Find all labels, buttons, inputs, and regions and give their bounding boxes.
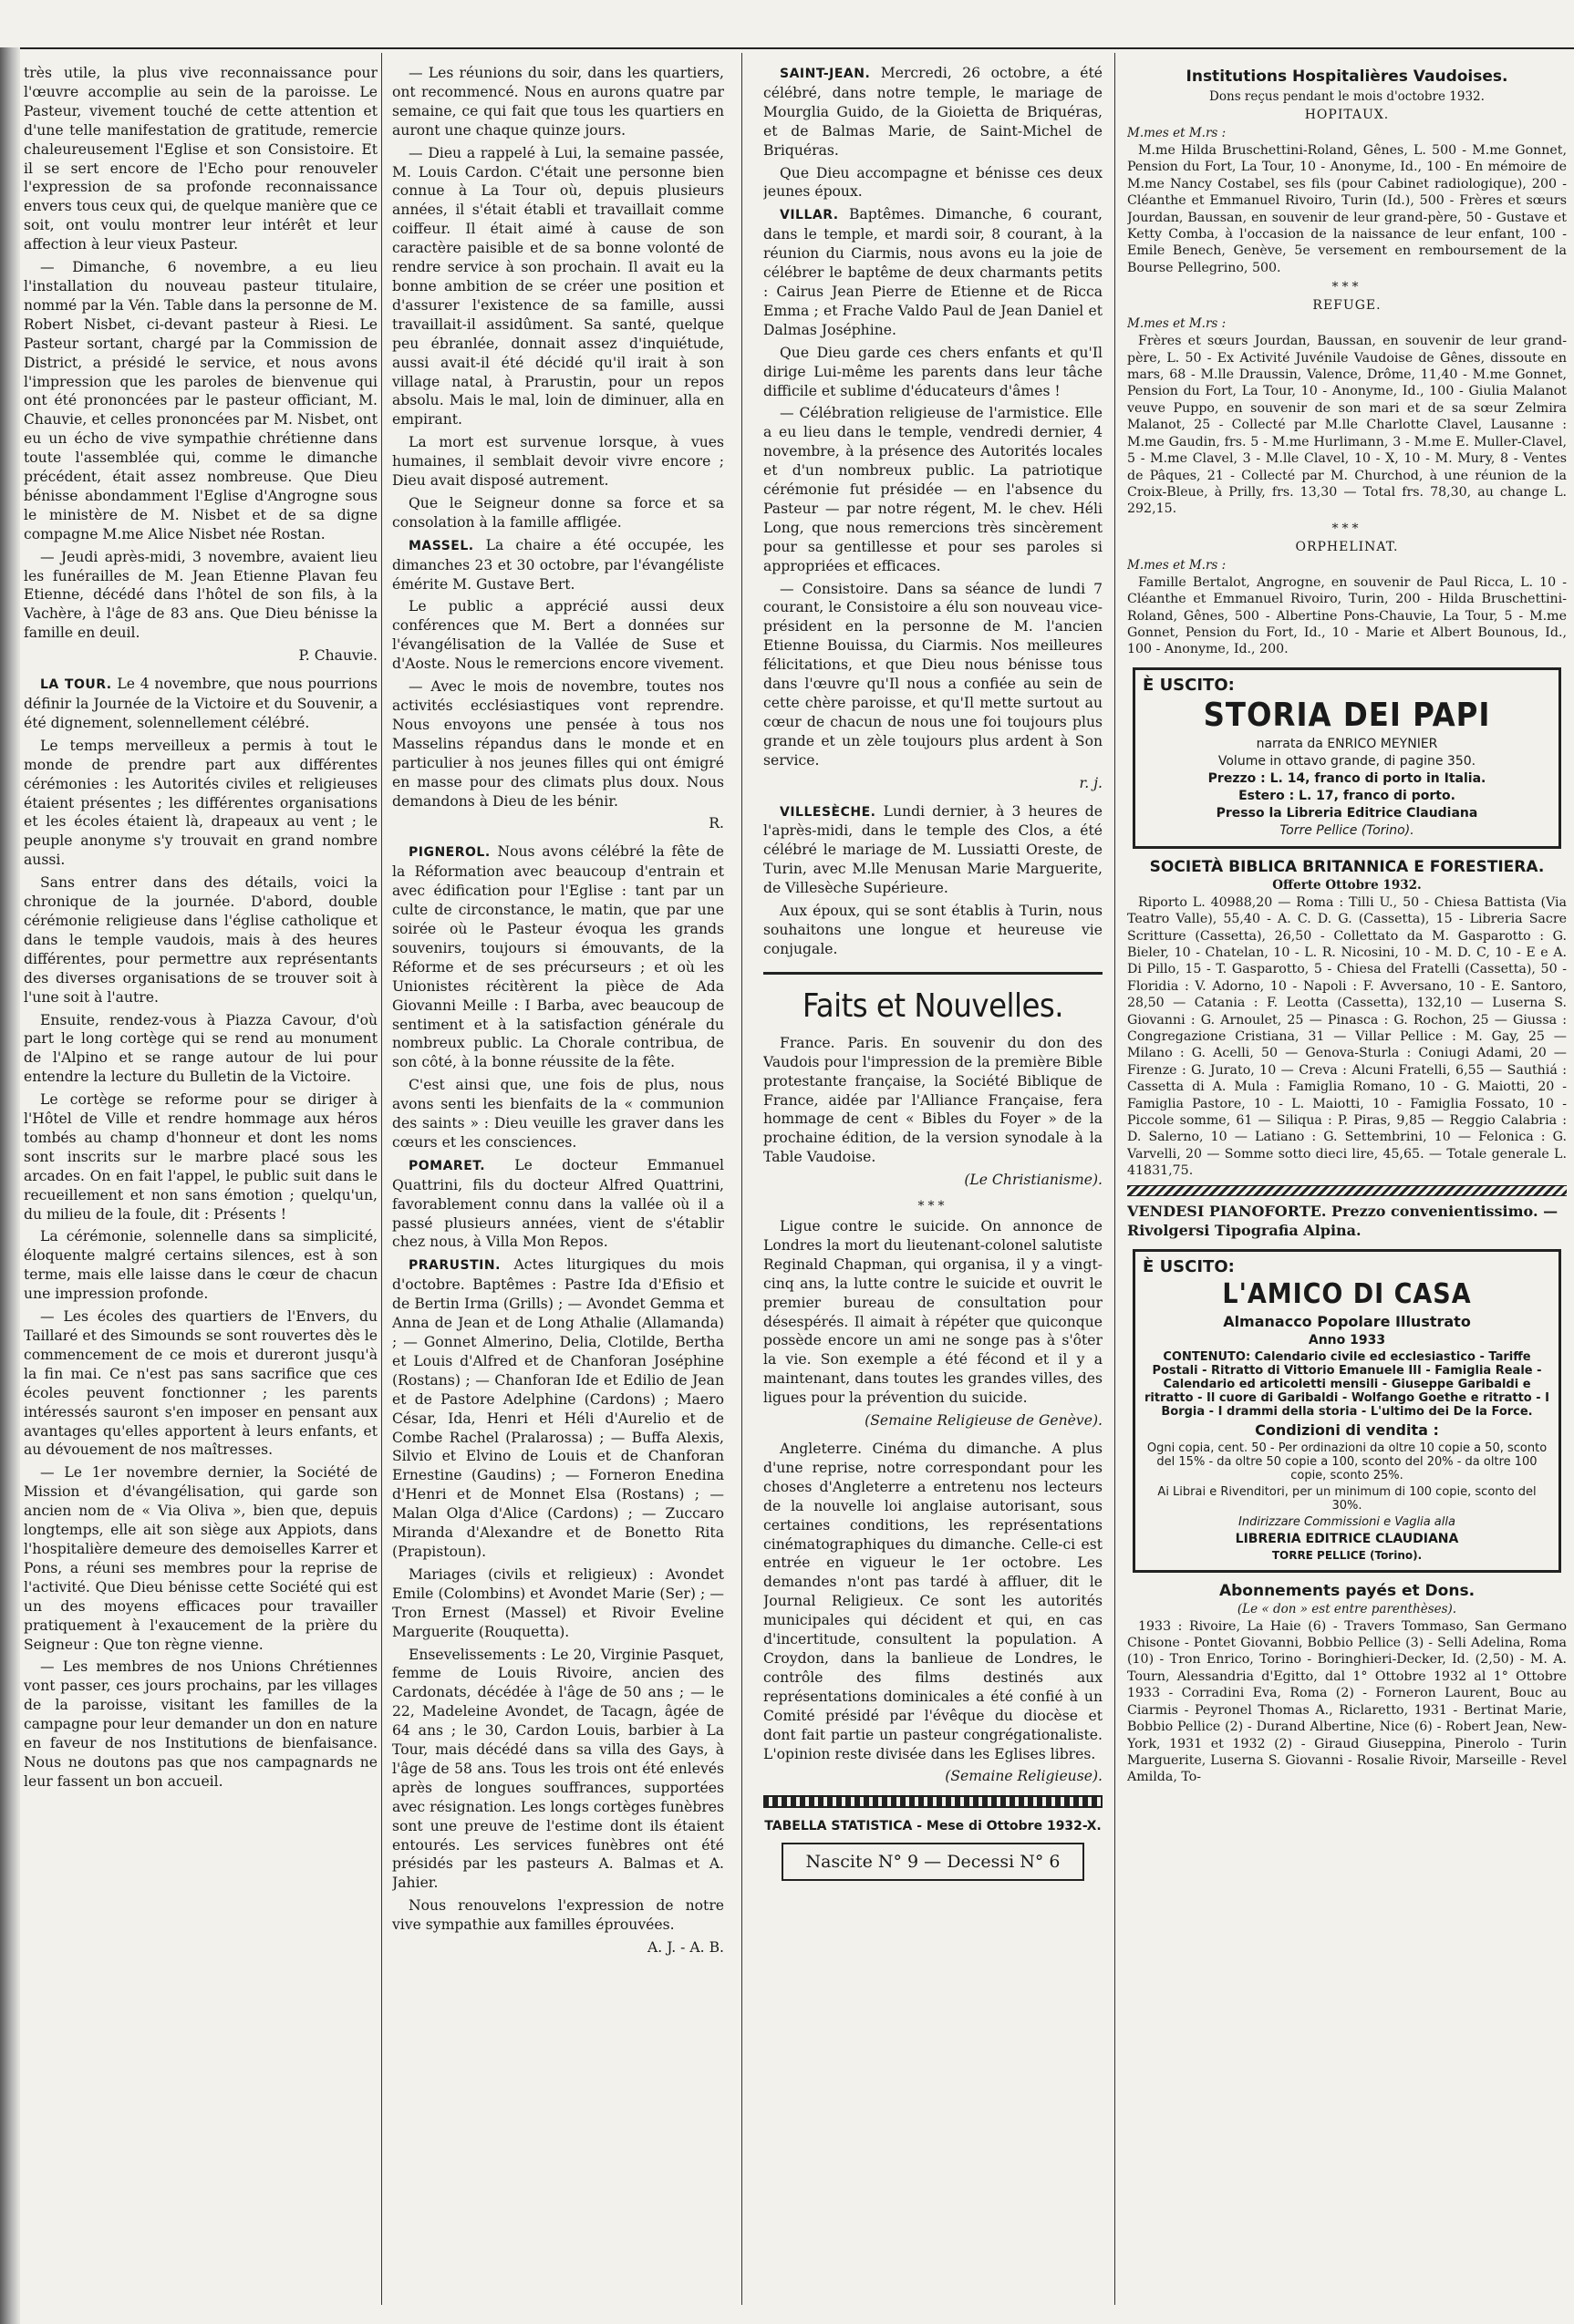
section-heading-pomaret: POMARET. <box>409 1158 486 1173</box>
donors-label: M.mes et M.rs : <box>1127 316 1227 332</box>
scan-edge-shadow <box>0 47 20 2324</box>
paragraph: Ensevelissements : Le 20, Virginie Pasquet, femme de Louis Rivoire, ancien des Cardonats, décédée à l'âge de 50 ans ; — le 22, Madeleine Avondet, de Tacagn, âgée de 64 ans ; le 30, Cardon Louis, barbier à La Tour, mais décédé dans sa villa des Gays, à l'âge de 58 ans. Tous les trois ont été enlevés après de longues souffrances, supportées avec résignation. Les longs cortèges funèbres sont une preuve de l'estime dont ils étaient entourés. Les services funèbres ont été présidés par les pasteurs A. Balmas et A. Jahier. <box>392 1646 724 1892</box>
faits-et-nouvelles-title: Faits et Nouvelles. <box>802 986 1064 1025</box>
paragraph: Riporto L. 40988,20 — Roma : Tilli U., 50 - Chiesa Battista (Via Teatro Valle), 55,40 - A. C. D. G. (Cassetta), 15 - Libreria Sacre Scritture (Cassetta), 26,50 - Collettato da M. Gasparotto : G. Bieler, 10 - Chatelan, 10 - L. R. Nicosini, 10 - M. D. C, 10 - E e A. Di Pillo, 15 - T. Gasparotto, 5 - Chiesa del Fratelli (Cassetta), 50 - Floridia : V. Adorno, 10 - Napoli : F. Avversano, 10 - E. Santoro, 28,50 — Catania : F. Leotta (Cassetta), 132,10 — Luserna S. Giovanni : G. Arnoulet, 25 — Pinasca : G. Rochon, 25 — Giussa : Congregazione Cristiana, 31 — Villar Pellice : M. Gay, 25 — Milano : G. Acelli, 50 — Genova-Sturla : Coniugi Adami, 20 — Firenze : G. Jurato, 10 — Creva : Alcuni Fratelli, 6,55 — Sauthiá : Cassetta di A. Mula : Famiglia Romano, 10 - G. Maiotti, 20 - Famiglia Pastore, 10 - L. Maiotti, 10 - Famiglia Fossato, 10 - Piccole somme, 61 — Siliqua : P. Piras, 9,85 — Reggio Calabria : D. Salerno, 10 — Latiano : G. Settembrini, 10 — Felonica : G. Varvelli, 20 — Somme sotto dieci lire, 45,65. — Totale generale L. 41831,75. <box>1127 894 1567 1179</box>
section-heading-villar: VILLAR. <box>780 208 839 223</box>
dons-subtitle: Dons reçus pendant le mois d'octobre 1932. <box>1209 89 1485 104</box>
institutions-title: Institutions Hospitalières Vaudoises. <box>1186 67 1508 86</box>
paragraph: Sans entrer dans des détails, voici la chronique de la journée. D'abord, double cérémonie religieuse dans l'église catholique et dans le temple vaudois, mais à des heures différentes, pour permettre aux représentants des diverses organisations de se trouver soit à l'une soit à l'autre. <box>24 874 378 1006</box>
ad-retailers: Ai Librai e Rivenditori, per un minimum di 100 copie, sconto del 30%. <box>1157 1484 1537 1513</box>
paragraph: Aux époux, qui se sont établis à Turin, nous souhaitons une longue et heureuse vie conjugale. <box>763 903 1103 957</box>
ad-place: Torre Pellice (Torino). <box>1279 822 1414 838</box>
paragraph: Mercredi, 26 octobre, a été célébré, dans notre temple, le mariage de Mourglia Guido, de la Gioietta de Briquéras, et de Balmas Marie, de Saint-Michel de Briquéras. <box>763 65 1103 159</box>
section-heading-prarustin: PRARUSTIN. <box>409 1258 501 1274</box>
separator-stars: *** <box>1331 521 1362 536</box>
section-heading-pignerol: PIGNEROL. <box>409 845 491 861</box>
refuge-heading: REFUGE. <box>1312 298 1382 314</box>
ad-uscito: È USCITO: <box>1143 675 1235 695</box>
paragraph: Le temps merveilleux a permis à tout le monde de prendre part aux différentes cérémonies : les Autorités civiles et religieuses étaient présentes ; les différentes organisations et les écoles étaient là, drapeaux au vent ; le peuple anonyme s'y trouvait en grand nombre aussi. <box>24 737 378 869</box>
source-credit: (Le Christianisme). <box>964 1172 1103 1189</box>
ad-uscito: È USCITO: <box>1143 1256 1235 1276</box>
signature: A. J. - A. B. <box>647 1939 724 1957</box>
paragraph: La chaire a été occupée, les dimanches 23 et 30 octobre, par l'évangéliste émérite M. Gustave Bert. <box>392 536 724 593</box>
source-credit: (Semaine Religieuse). <box>945 1768 1103 1785</box>
ad-contents: CONTENUTO: Calendario civile ed ecclesiastico - Tariffe Postali - Ritratto di Vittorio Emanuele III - Famiglia Reale - Calendario ed articoletti mensili - Giuseppe Garibaldi e ritratto - Il cuore di Garibaldi - Wolfango Goethe e ritratto - I Borgia - I drammi della storia - L'ultimo dei De la Force. <box>1144 1349 1550 1419</box>
column-2 <box>392 64 724 2316</box>
paragraph: France. Paris. En souvenir du don des Vaudois pour l'impression de la première Bible protestante française, la Société Biblique de France, aidée par l'Alliance Française, fera hommage de cent « Bibles du Foyer » de la prochaine édition, de la version synodale à la Table Vaudoise. <box>763 1034 1103 1166</box>
ad-conditions: Ogni copia, cent. 50 - Per ordinazioni da oltre 10 copie a 50, sconto del 15% - da oltre 50 copie a 100, sconto del 20% - da oltre 100 copie, sconto 25%. <box>1146 1441 1548 1482</box>
paragraph: — Les écoles des quartiers de l'Envers, du Taillaré et des Simounds se sont rouvertes dès le commencement de ce mois et dureront jusqu'à la fin mai. Ce n'est pas sans sacrifice que ces écoles peuvent fonctionner ; les parents intéressés sauront s'en imposer en pensant aux avantages qu'elles apportent à leurs enfants, et au dévouement de nos maîtresses. <box>24 1308 378 1459</box>
paragraph: Famille Bertalot, Angrogne, en souvenir de Paul Ricca, L. 10 - Cléanthe et Emmanuel Rivoiro, Turin, 200 - Hilda Bruschettini-Roland, Gênes, 500 - Albertine Pons-Chauvie, La Tour, 5 - M.me Gonnet, Pension du Fort, Id., 10 - Marie et Albert Bounous, Id., 100 - Anonyme, Id., 200. <box>1127 574 1567 657</box>
section-heading-massel: MASSEL. <box>409 538 474 553</box>
paragraph: Baptêmes. Dimanche, 6 courant, dans le temple, et mardi soir, 8 courant, à la réunion du Ciarmis, nous avons eu la joie de célébrer le baptême de deux charmants petits : Cairus Jean Pierre de Etienne et de Ricca Emma ; et Frache Valdo Paul de Jean Daniel et Dalmas Joséphine. <box>763 206 1103 338</box>
paragraph: Frères et sœurs Jourdan, Baussan, en souvenir de leur grand-père, L. 50 - Ex Activité Juvénile Vaudoise de Gênes, dissoute en mars, 68 - M.lle Draussin, Valence, Drôme, 11,40 - M.me Gonnet, Pension du Fort, La Tour, 10 - Anonyme, Id., 100 - Giulia Malanot veuve Puppo, en souvenir de son mari et de sa sœur Zelmira Malanot, 25 - Collecté par M.lle Charlotte Clavel, Lausanne : M.me Gaudin, frs. 5 - M.me Hurlimann, 3 - M.me E. Muller-Clavel, 5 - M.me Clavel, 3 - M.lle Clavel, 10 - X, 10 - M. Mury, 8 - Ventes de Pâques, 21 - Collecté par M. Churchod, à une réunion de la Croix-Bleue, à Prilly, frs. 13,30 — Total frs. 78,30, au change L. 292,15. <box>1127 334 1567 517</box>
paragraph: M.me Hilda Bruschettini-Roland, Gênes, L. 500 - M.me Gonnet, Pension du Fort, La Tour, 10 - Anonyme, Id., 100 - En mémoire de M.me Nancy Costabel, ses fils (pour Cabinet radiologique), 200 - Cléanthe et Emmanuel Rivoiro, Turin (Id.), 500 - Frères et sœurs Jourdan, Baussan, en souvenir de leur grand-père, 50 - Gustave et Ketty Comba, à l'occasion de la naissance de leur enfant, 100 - Emile Benech, Genève, 5e versement en remboursement de la Bourse Pellegrino, 500. <box>1127 143 1567 275</box>
abonnements-subtitle: (Le « don » est entre parenthèses). <box>1237 1601 1457 1616</box>
signature: r. j. <box>1079 774 1103 791</box>
paragraph: La mort est survenue lorsque, à vues humaines, il semblait devoir vivre encore ; Dieu avait disposé autrement. <box>392 434 724 490</box>
paragraph: — Jeudi après-midi, 3 novembre, avaient lieu les funérailles de M. Jean Etienne Plavan feu Etienne, décédé dans l'hôtel de son fils, à la Vachère, à l'âge de 83 ans. Que Dieu bénisse la famille en deuil. <box>24 548 378 642</box>
ad-address-label: Indirizzare Commissioni e Vaglia alla <box>1238 1514 1455 1529</box>
column-4 <box>1127 64 1567 2316</box>
paragraph: Angleterre. Cinéma du dimanche. A plus d'une reprise, notre correspondant pour les choses d'Angleterre a entretenu nos lecteurs de la nouvelle loi anglaise autorisant, sous certaines conditions, les représentations cinématographiques du dimanche. Celle-ci est entrée en vigueur le 1er octobre. Les demandes n'ont pas tardé à affluer, dit le Journal Religieux. Ce sont les autorités municipales qui décident et qui, en cas d'incertitude, consultent la population. A Croydon, dans la banlieue de Londres, le contrôle des films destinés aux représentations dominicales a été confié à un Comité présidé par l'évêque du diocèse et dont fait partie un pasteur congrégationaliste. L'opinion reste divisée dans les Eglises libres. <box>763 1441 1103 1762</box>
ad-author: narrata da ENRICO MEYNIER <box>1256 736 1438 751</box>
hopitaux-heading: HOPITAUX. <box>1304 108 1390 122</box>
paragraph: Nous avons célébré la fête de la Réformation avec beaucoup d'entrain et avec édification pour l'Eglise : tant par un culte de circonstance, le matin, que par une soirée où le Pasteur évoqua les grands souvenirs, toujours si émouvants, de la Réforme et de ses précurseurs ; et où les Unionistes récitèrent la pièce de Ada Giovanni Meille : I Barba, avec beaucoup de sentiment et à la satisfaction générale du nombreux public. La Chorale contribua, de son côté, à la bonne réussite de la fête. <box>392 843 724 1071</box>
source-credit: (Semaine Religieuse de Genève). <box>865 1412 1103 1430</box>
paragraph: — Célébration religieuse de l'armistice. Elle a eu lieu dans le temple, vendredi dernier, 4 novembre, à la présence des Autorités locales et d'un nombreux public. La patriotique cérémonie fut présidée — en l'absence du Pasteur — par notre régent, M. le chev. Héli Long, que nous remercions très sincèrement pour sa gentillesse et pour ses paroles si appropriées et efficaces. <box>763 405 1103 574</box>
ad-year: Anno 1933 <box>1308 1332 1386 1348</box>
section-heading-villeseche: VILLESÈCHE. <box>780 804 876 820</box>
ad-publisher: LIBRERIA EDITRICE CLAUDIANA <box>1235 1531 1459 1546</box>
paragraph: Le public a apprécié aussi deux conférences que M. Bert a données sur l'évangélisation de la Vallée de Suse et d'Aoste. Nous le remercions encore vivement. <box>392 598 724 673</box>
column-rule <box>741 53 742 2305</box>
paragraph: La cérémonie, solennelle dans sa simplicité, éloquente malgré certains silences, est à son terme, mais elle laisse dans le cœur de chacun une impression profonde. <box>24 1228 378 1303</box>
donors-label: M.mes et M.rs : <box>1127 557 1227 573</box>
orphelinat-heading: ORPHELINAT. <box>1295 539 1399 554</box>
paragraph: — Avec le mois de novembre, toutes nos activités ecclésiastiques vont reprendre. Nous envoyons une pensée à tous nos Masselins répandus dans le monde et en particulier à nos jeunes filles qui ont émigré en masse pour des climats plus doux. Nous demandons à Dieu de les bénir. <box>392 678 724 810</box>
column-rule <box>1114 53 1115 2305</box>
paragraph: Lundi dernier, à 3 heures de l'après-midi, dans le temple des Clos, a été célébré le mariage de M. Lussiatti Oreste, de Turin, avec M.lle Menusan Marie Marguerite, de Villesèche Supérieure. <box>763 802 1103 897</box>
section-divider <box>763 972 1103 975</box>
paragraph: Le docteur Emmanuel Quattrini, fils du docteur Alfred Quattrini, favorablement connu dans la vallée où il a passé plusieurs années, vient de s'établir chez nous, à Villa Mon Repos. <box>392 1156 724 1251</box>
ad-volume: Volume in ottavo grande, di pagine 350. <box>1217 753 1476 769</box>
donors-label: M.mes et M.rs : <box>1127 126 1227 140</box>
ornament-border <box>763 1795 1103 1808</box>
ad-place: TORRE PELLICE (Torino). <box>1271 1548 1423 1562</box>
paragraph: — Les membres de nos Unions Chrétiennes vont passer, ces jours prochains, par les villages de la paroisse, visitant les familles de la campagne pour leur demander un don en nature en faveur de nos Institutions de bienfaisance. Nous ne doutons pas que nos campagnards ne leur fassent un bon accueil. <box>24 1658 378 1790</box>
paragraph: Ensuite, rendez-vous à Piazza Cavour, d'où part le long cortège qui se rend au monument de l'Alpino et se range autour de lui pour entendre la lecture du Bulletin de la Victoire. <box>24 1011 378 1086</box>
paragraph: 1933 : Rivoire, La Haie (6) - Travers Tommaso, San Germano Chisone - Pontet Giovanni, Bobbio Pellice (3) - Selli Adelina, Roma (10) - Tron Enrico, Torino - Boringhieri-Decker, Id. (2,50) - M. A. Tourn, Alessandria d'Egitto, dal 1° Ottobre 1932 al 1° Ottobre 1933 - Corradini Eva, Roma (2) - Forneron Laurent, Bouc au Ciarmis - Peyronel Thomas A., Riclaretto, 1931 - Bertinat Marie, Bobbio Pellice (2) - Durand Albertine, Nice (6) - Robert Jean, New-York, 1931 et 1932 (2) - Giraud Giuseppina, Pinerolo - Turin Marguerite, Luserna S. Giovanni - Rosalie Rivoir, Marseille - Revel Amilda, To- <box>1127 1618 1567 1785</box>
paragraph: Que Dieu garde ces chers enfants et qu'Il dirige Lui-même les parents dans leur tâche difficile et sublime d'éducateurs d'âmes ! <box>763 344 1103 399</box>
column-3 <box>763 64 1103 2316</box>
section-heading-saint-jean: SAINT-JEAN. <box>780 67 871 81</box>
births-deaths-box: Nascite N° 9 — Decessi N° 6 <box>782 1843 1084 1881</box>
offerte-subtitle: Offerte Ottobre 1932. <box>1272 877 1422 893</box>
column-rule <box>381 53 382 2305</box>
paragraph: très utile, la plus vive reconnaissance pour l'œuvre accomplie au sein de la paroisse. Le Pasteur, vivement touché de cette attention et d'une telle manifestation de gratitude, remercie chaleureusement l'Eglise et son Consistoire. Et il se sert encore de l'Echo pour renouveler l'expression de sa profonde reconnaissance envers tous ceux qui, de quelque manière que ce soit, ont voulu montrer leur intérêt et leur affection à leur vieux Pasteur. <box>24 65 378 253</box>
ad-price-abroad: Estero : L. 17, franco di porto. <box>1238 788 1455 803</box>
pianoforte-ad: VENDESI PIANOFORTE. Prezzo convenientissimo. — Rivolgersi Tipografia Alpina. <box>1127 1202 1558 1239</box>
hatched-divider <box>1127 1185 1567 1196</box>
amico-di-casa-ad <box>1133 1249 1561 1573</box>
ad-publisher: Presso la Libreria Editrice Claudiana <box>1216 805 1478 821</box>
paragraph: — Dieu a rappelé à Lui, la semaine passée, M. Louis Cardon. C'était une personne bien connue à La Tour où, depuis plusieurs années, il s'était établi et travaillait comme coiffeur. Il était aimé à cause de son caractère paisible et de sa bonne volonté de rendre service à son prochain. Il avait eu la bonne ambition de se créer une position et d'assurer l'existence de sa famille, aussi travaillait-il assidûment. Sa santé, quelque peu ébranlée, donnait assez d'inquiétude, aussi avait-il été décidé qu'il irait à son village natal, à Prarustin, pour un repos absolu. Mais le mal, loin de diminuer, alla en empirant. <box>392 144 724 429</box>
paragraph: — Le 1er novembre dernier, la Société de Mission et d'évangélisation, qui garde son ancien nom de « Via Oliva », bien que, depuis longtemps, elle ait son siège aux Appiots, dans l'hospitalière demeure des demoiselles Karrer et Pons, a réuni ses membres pour la reprise de l'activité. Que Dieu bénisse cette Société qui est un des moyens efficaces pour travailler pratiquement à l'exaucement de la prière du Seigneur : Que ton règne vienne. <box>24 1464 378 1653</box>
societa-biblica-title: SOCIETÀ BIBLICA BRITANNICA E FORESTIERA. <box>1149 857 1545 876</box>
tabella-statistica-heading: TABELLA STATISTICA - Mese di Ottobre 1932-X. <box>764 1819 1102 1834</box>
separator-stars: *** <box>1331 280 1362 295</box>
paragraph: — Dimanche, 6 novembre, a eu lieu l'installation du nouveau pasteur titulaire, nommé par la Vén. Table dans la personne de M. Robert Nisbet, ci-devant pasteur à Riesi. Le Pasteur sortant, chargé par la Commission de District, a présidé le service, et nous avons l'impression que les paroles de bienvenue qui ont été prononcées par le pasteur officiant, M. Chauvie, et celles prononcées par M. Nisbet, ont eu un écho de vive sympathie chrétienne dans toute l'assemblée qui, comme le dimanche précédent, était assez nombreuse. Que Dieu bénisse abondamment l'Eglise d'Angrogne sous le ministère de M. Nisbet et de sa digne compagne M.me Alice Nisbet née Rostan. <box>24 259 378 542</box>
signature: P. Chauvie. <box>298 647 378 665</box>
separator-stars: *** <box>917 1199 948 1214</box>
top-rule <box>0 47 1574 49</box>
ad-price: Prezzo : L. 14, franco di porto in Italia. <box>1207 770 1486 786</box>
abonnements-title: Abonnements payés et Dons. <box>1218 1581 1476 1600</box>
column-1 <box>20 64 378 2316</box>
paragraph: Que Dieu accompagne et bénisse ces deux jeunes époux. <box>763 164 1103 201</box>
paragraph: Le 4 novembre, que nous pourrions définir la Journée de la Victoire et du Souvenir, a été dignement, solennellement célébré. <box>24 676 378 731</box>
paragraph: C'est ainsi que, une fois de plus, nous avons senti les bienfaits de la « communion des saints » : Dieu veuille les graver dans les cœurs et les consciences. <box>392 1077 724 1151</box>
paragraph: Ligue contre le suicide. On annonce de Londres la mort du lieutenant-colonel salutiste Reginald Chapman, qui organisa, il y a vingt-cinq ans, la lutte contre le suicide et ouvrit le premier bureau de consultation pour désespérés. Il aimait à répéter que quiconque possède encore un ami ne songe pas à s'ôter la vie. Son exemple a été fécond et il y a maintenant, dans toutes les grandes villes, des ligues pour la prévention du suicide. <box>763 1218 1103 1407</box>
paragraph: Actes liturgiques du mois d'octobre. Baptêmes : Pastre Ida d'Efisio et de Bertin Irma (Grills) ; — Avondet Gemma et Anna de Jean et de Long Athalie (Allamanda) ; — Gonnet Almerino, Delia, Clotilde, Bertha et Louis d'Alfred et de Chanforan Joséphine (Rostans) ; — Chanforan Ide et Edilio de Jean et de Pastore Adelphine (Cardons) ; Maero César, Ida, Henri et Héli d'Aurelio et de Combe Rachel (Pralarossa) ; — Buffa Alexis, Silvio et Elvino de Louis et de Chanforan Ernestine (Gaudins) ; — Forneron Enedina d'Henri et de Monnet Elsa (Rostans) ; — Malan Olga d'Alice (Cardons) ; — Zuccaro Miranda d'Alexandre et de Bonetto Rita (Prapistoun). <box>392 1256 724 1560</box>
paragraph: — Les réunions du soir, dans les quartiers, ont recommencé. Nous en aurons quatre par semaine, ce qui fait que tous les quartiers en auront une chaque quinze jours. <box>392 65 724 139</box>
ad-subtitle: Almanacco Popolare Illustrato <box>1223 1312 1471 1330</box>
paragraph: Nous renouvelons l'expression de notre vive sympathie aux familles éprouvées. <box>392 1897 724 1934</box>
storia-dei-papi-ad <box>1133 667 1561 849</box>
paragraph: Mariages (civils et religieux) : Avondet Emile (Colombins) et Avondet Marie (Ser) ; — Tron Ernest (Massel) et Rivoir Eveline Marguerite (Rouquetta). <box>392 1565 724 1640</box>
ad-title: STORIA DEI PAPI <box>1203 696 1491 734</box>
paragraph: — Consistoire. Dans sa séance de lundi 7 courant, le Consistoire a élu son nouveau vice-président en la personne de M. l'ancien Etienne Bouissa, du Ciarmis. Nos meilleures félicitations, et que Dieu nous bénisse tous dans l'œuvre qu'Il nous a confiée au sein de cette chère paroisse, et qu'Il mette surtout au cœur de chacun de nous une foi toujours plus grande et un zèle toujours plus ardent à Son service. <box>763 580 1103 769</box>
paragraph: Que le Seigneur donne sa force et sa consolation à la famille affligée. <box>392 494 724 531</box>
signature: R. <box>709 815 724 832</box>
ad-conditions-heading: Condizioni di vendita : <box>1255 1420 1439 1439</box>
section-heading-la-tour: LA TOUR. <box>40 677 112 693</box>
ad-title: L'AMICO DI CASA <box>1222 1277 1472 1310</box>
paragraph: Le cortège se reforme pour se diriger à l'Hôtel de Ville et rendre hommage aux héros tombés au champ d'honneur et dont les noms sont inscrits sur le marbre placé sous les arcades. On en fait l'appel, le public suit dans le recueillement et non sans émotion ; quelqu'un, du milieu de la foule, dit : Présents ! <box>24 1091 378 1223</box>
